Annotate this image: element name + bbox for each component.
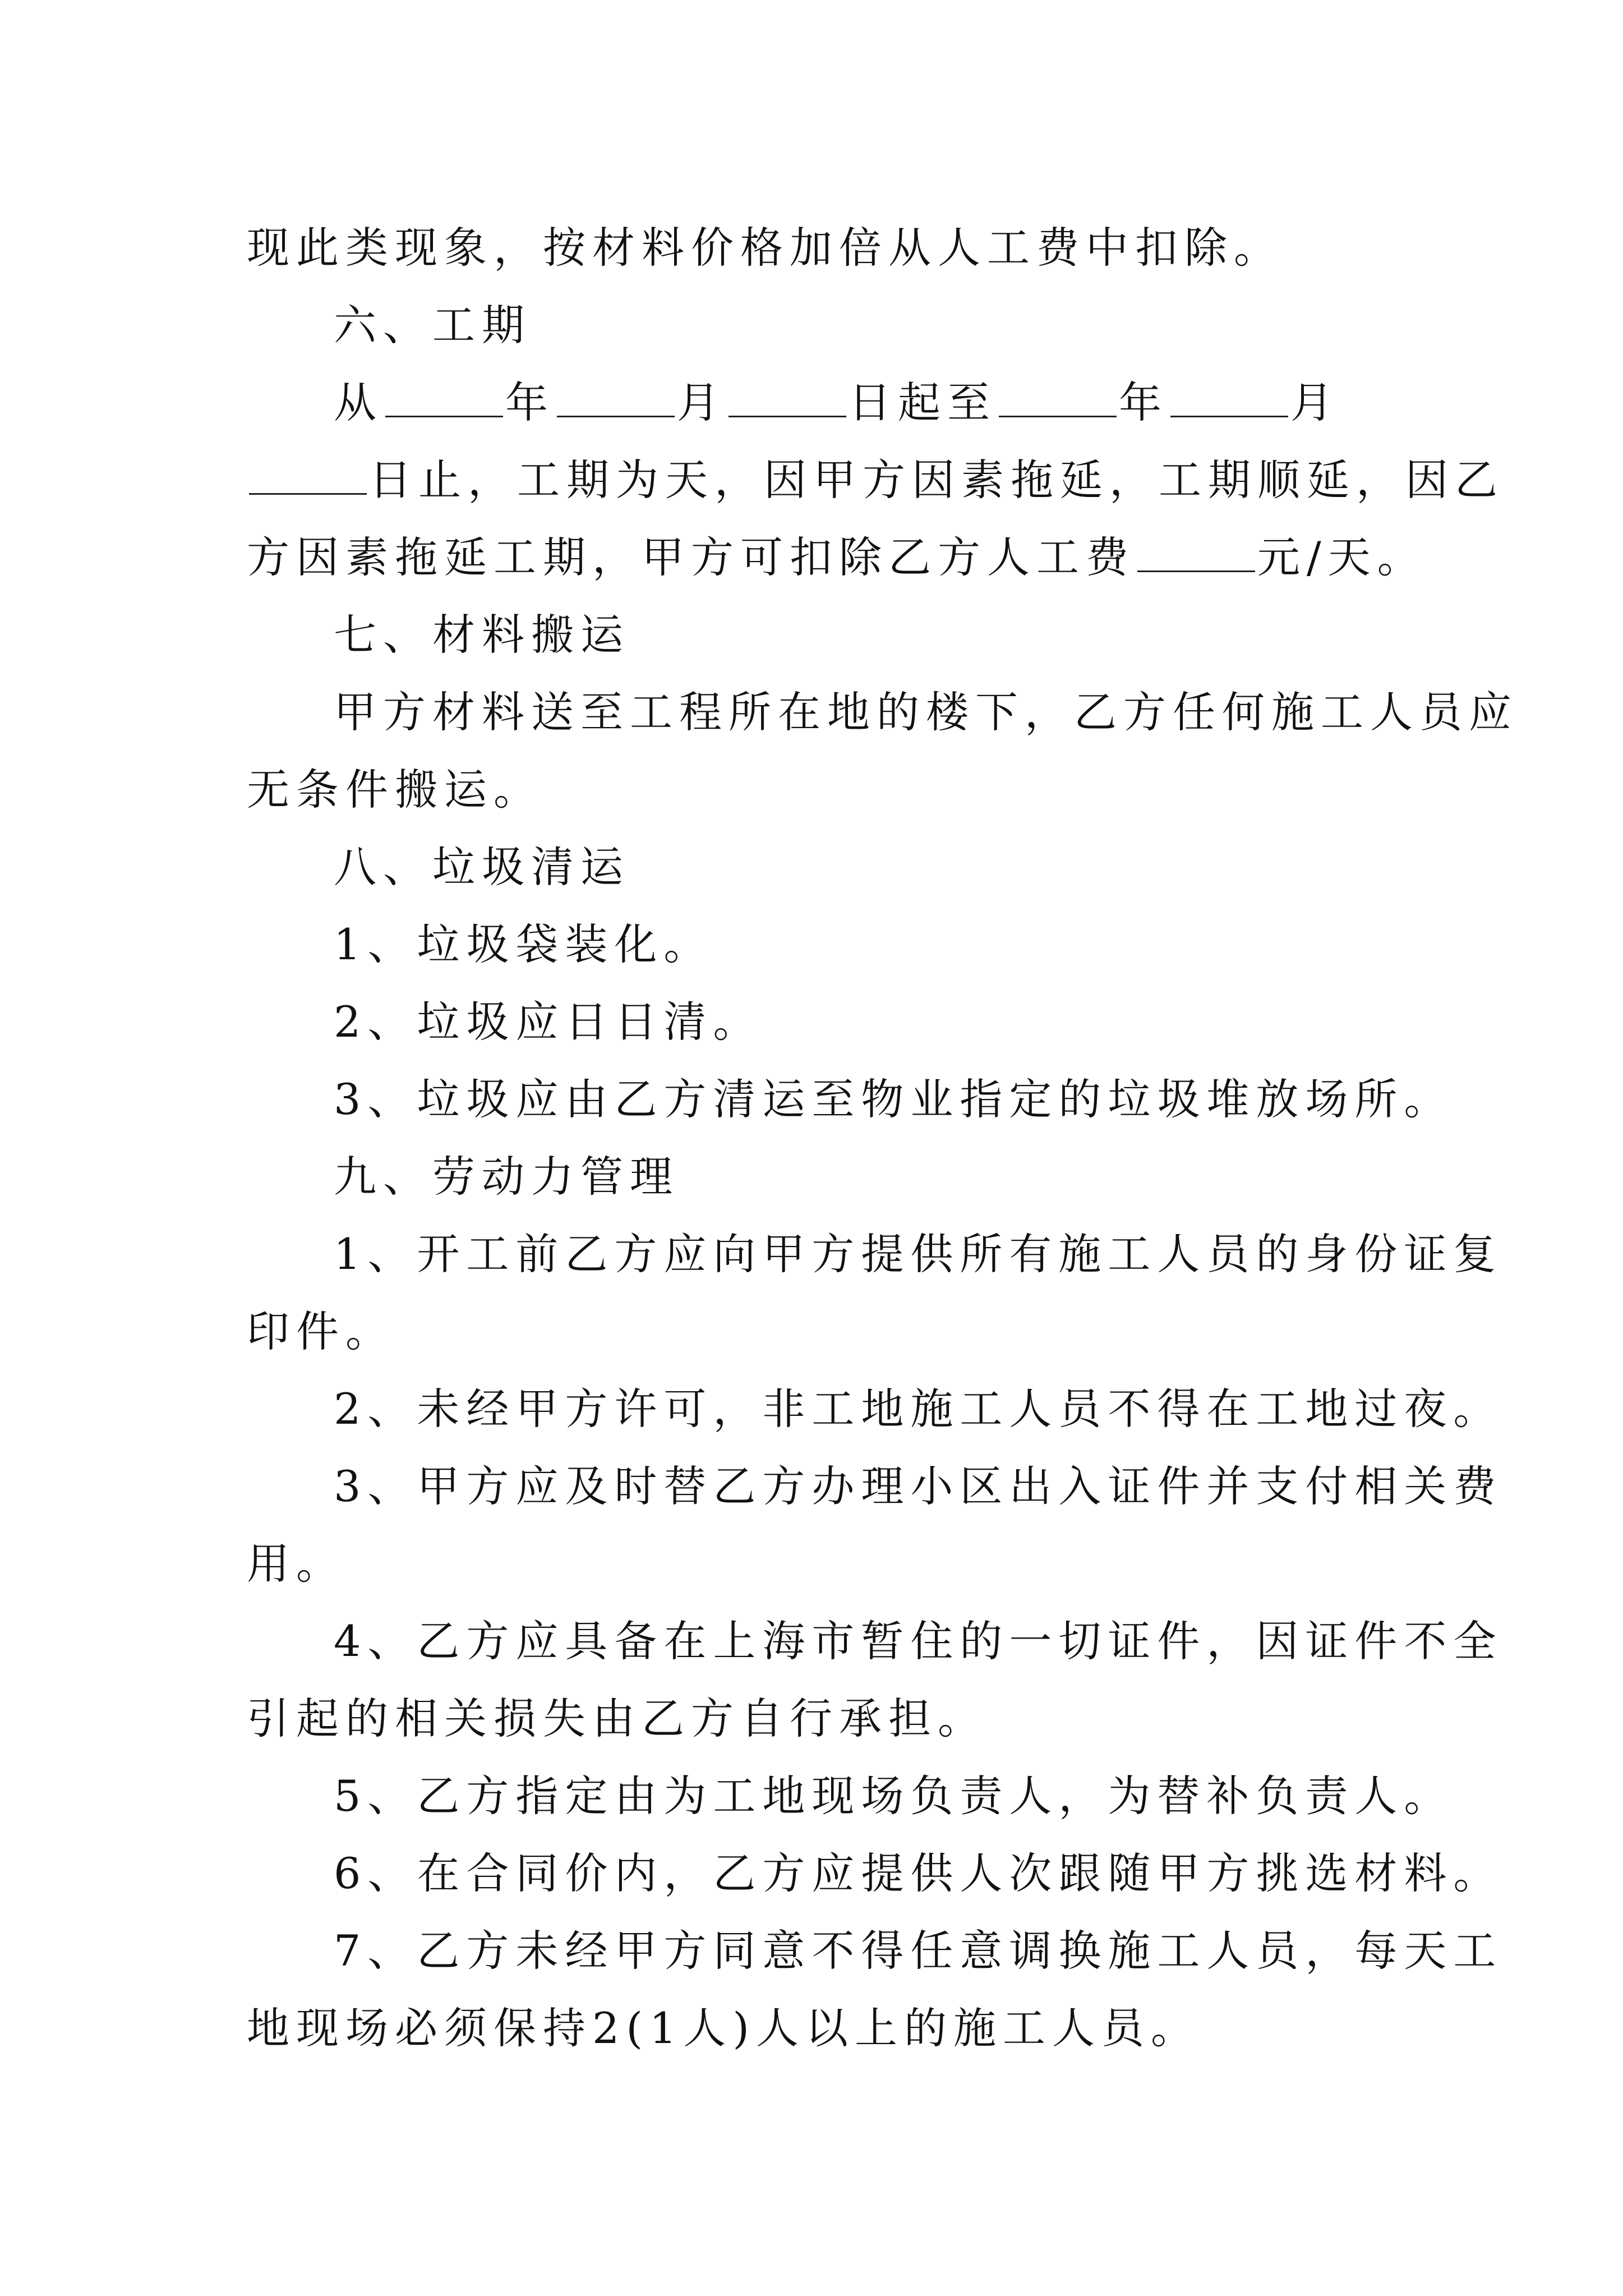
schedule-date-line xyxy=(334,375,1394,431)
section-heading-schedule: 六、工期 xyxy=(334,300,531,350)
blank-field xyxy=(1170,381,1288,417)
blank-field xyxy=(1137,536,1255,572)
list-item-continuation: 用。 xyxy=(247,1539,345,1589)
paragraph-line: 甲方材料送至工程所在地的楼下，乙方任何施工人员应 xyxy=(334,687,1518,737)
list-item: 1、开工前乙方应向甲方提供所有施工人员的身份证复 xyxy=(334,1229,1503,1279)
text-schedule-end: 日止，工期为天，因甲方因素拖延，工期顺延，因乙 xyxy=(369,455,1504,505)
list-item: 3、甲方应及时替乙方办理小区出入证件并支付相关费 xyxy=(334,1461,1503,1511)
blank-field xyxy=(728,381,846,417)
list-item: 2、未经甲方许可，非工地施工人员不得在工地过夜。 xyxy=(334,1384,1503,1434)
blank-field xyxy=(385,381,503,417)
text-penalty: 方因素拖延工期，甲方可扣除乙方人工费 xyxy=(247,532,1135,582)
section-heading-garbage: 八、垃圾清运 xyxy=(334,842,630,892)
list-item-continuation: 印件。 xyxy=(247,1306,395,1356)
text-month: 月 xyxy=(677,378,726,427)
text-day-start-to: 日起至 xyxy=(849,378,997,427)
blank-field xyxy=(999,381,1117,417)
list-item-continuation: 地现场必须保持2(1人)人以上的施工人员。 xyxy=(247,2003,1201,2053)
list-item-continuation: 引起的相关损失由乙方自行承担。 xyxy=(247,1694,987,1743)
section-heading-material-transport: 七、材料搬运 xyxy=(334,610,630,660)
section-heading-labor: 九、劳动力管理 xyxy=(334,1152,679,1202)
list-item: 1、垃圾袋装化。 xyxy=(334,919,713,969)
list-item: 5、乙方指定由为工地现场负责人，为替补负责人。 xyxy=(334,1771,1454,1821)
schedule-penalty-line xyxy=(247,530,1427,586)
text-per-day: 元/天。 xyxy=(1257,532,1427,582)
paragraph-line: 无条件搬运。 xyxy=(247,765,543,815)
list-item: 2、垃圾应日日清。 xyxy=(334,997,763,1047)
list-item: 6、在合同价内，乙方应提供人次跟随甲方挑选材料。 xyxy=(334,1848,1503,1898)
text-month: 月 xyxy=(1290,378,1340,427)
blank-field xyxy=(557,381,675,417)
list-item: 7、乙方未经甲方同意不得任意调换施工人员，每天工 xyxy=(334,1926,1503,1976)
text-from: 从 xyxy=(334,378,383,427)
text-year: 年 xyxy=(1119,378,1168,427)
list-item: 4、乙方应具备在上海市暂住的一切证件，因证件不全 xyxy=(334,1616,1503,1666)
schedule-end-line xyxy=(247,452,1504,508)
blank-field xyxy=(249,458,367,495)
text-year: 年 xyxy=(505,378,555,427)
paragraph-line: 现此类现象，按材料价格加倍从人工费中扣除。 xyxy=(247,223,1283,273)
list-item: 3、垃圾应由乙方清运至物业指定的垃圾堆放场所。 xyxy=(334,1074,1454,1124)
